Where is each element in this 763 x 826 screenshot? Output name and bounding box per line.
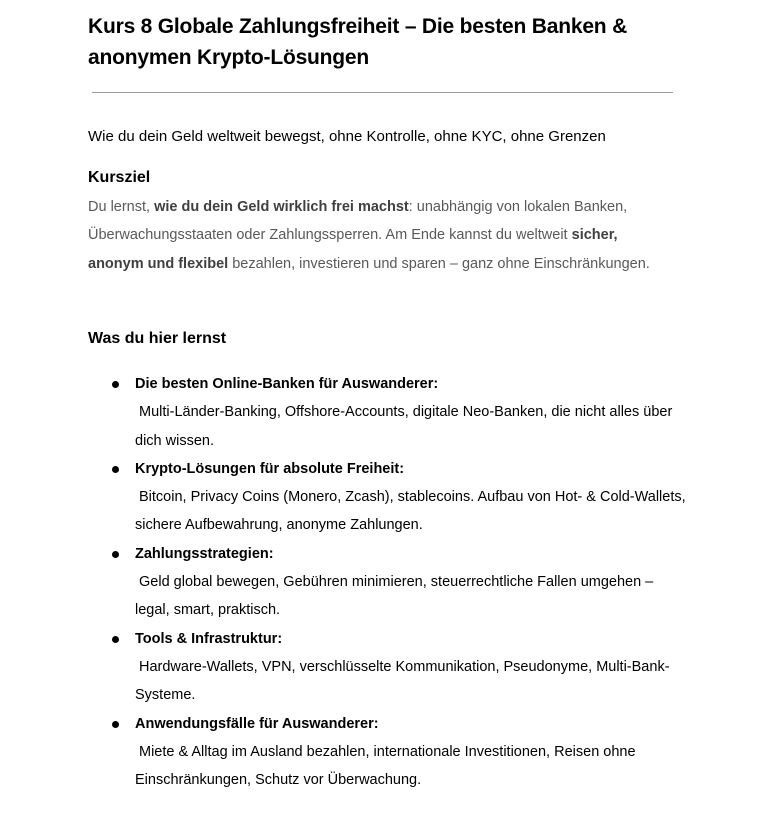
bullet-icon [112, 381, 119, 388]
list-item-title: Die besten Online-Banken für Auswanderer: [135, 376, 439, 392]
bullet-icon [112, 466, 119, 473]
list-item [88, 710, 688, 795]
page-subtitle: Wie du dein Geld weltweit bewegst, ohne Kontrolle, ohne KYC, ohne Grenzen [88, 128, 606, 145]
list-item [88, 625, 688, 710]
learn-list [88, 370, 688, 794]
goal-bold-2: sicher, anonym und flexibel [88, 227, 618, 272]
kursziel-heading: Kursziel [88, 169, 151, 186]
horizontal-divider [92, 92, 673, 93]
list-item [88, 370, 688, 455]
goal-text-1: Du lernst, [88, 199, 155, 215]
list-item-description: Geld global bewegen, Gebühren minimieren, steuerrechtliche Fallen umgehen – legal, smart, praktisch. [135, 574, 654, 619]
bullet-icon [112, 721, 119, 728]
goal-bold-1: wie du dein Geld wirklich frei machst [154, 199, 409, 215]
list-item-description: Miete & Alltag im Ausland bezahlen, internationale Investitionen, Reisen ohne Einschränkungen, Schutz vor Überwachung. [135, 743, 636, 789]
bullet-icon [112, 636, 119, 643]
page-title: Kurs 8 Globale Zahlungsfreiheit – Die besten Banken & anonymen Krypto-Lösungen [88, 15, 628, 69]
learn-heading: Was du hier lernst [88, 330, 227, 347]
list-item-description: Multi-Länder-Banking, Offshore-Accounts, digitale Neo-Banken, die nicht alles über dich wissen. [135, 404, 673, 449]
list-item [88, 540, 688, 625]
bullet-icon [112, 551, 119, 558]
list-item-title: Krypto-Lösungen für absolute Freiheit: [135, 460, 405, 477]
list-item-description: Hardware-Wallets, VPN, verschlüsselte Kommunikation, Pseudonyme, Multi-Bank-Systeme. [135, 658, 670, 704]
goal-text-2: : unabhängig von lokalen Banken, Überwachungsstaaten oder Zahlungssperren. Am Ende kannst du weltweit [88, 199, 628, 244]
goal-text-3: bezahlen, investieren und sparen – ganz ohne Einschränkungen. [228, 255, 650, 272]
list-item-description: Bitcoin, Privacy Coins (Monero, Zcash), stablecoins. Aufbau von Hot- & Cold-Wallets, sichere Aufbewahrung, anonyme Zahlungen. [135, 489, 686, 534]
kursziel-paragraph [88, 193, 668, 278]
list-item [88, 455, 688, 540]
list-item-title: Tools & Infrastruktur: [135, 630, 283, 647]
list-item-title: Zahlungsstrategien: [135, 545, 274, 562]
list-item-title: Anwendungsfälle für Auswanderer: [135, 715, 379, 732]
